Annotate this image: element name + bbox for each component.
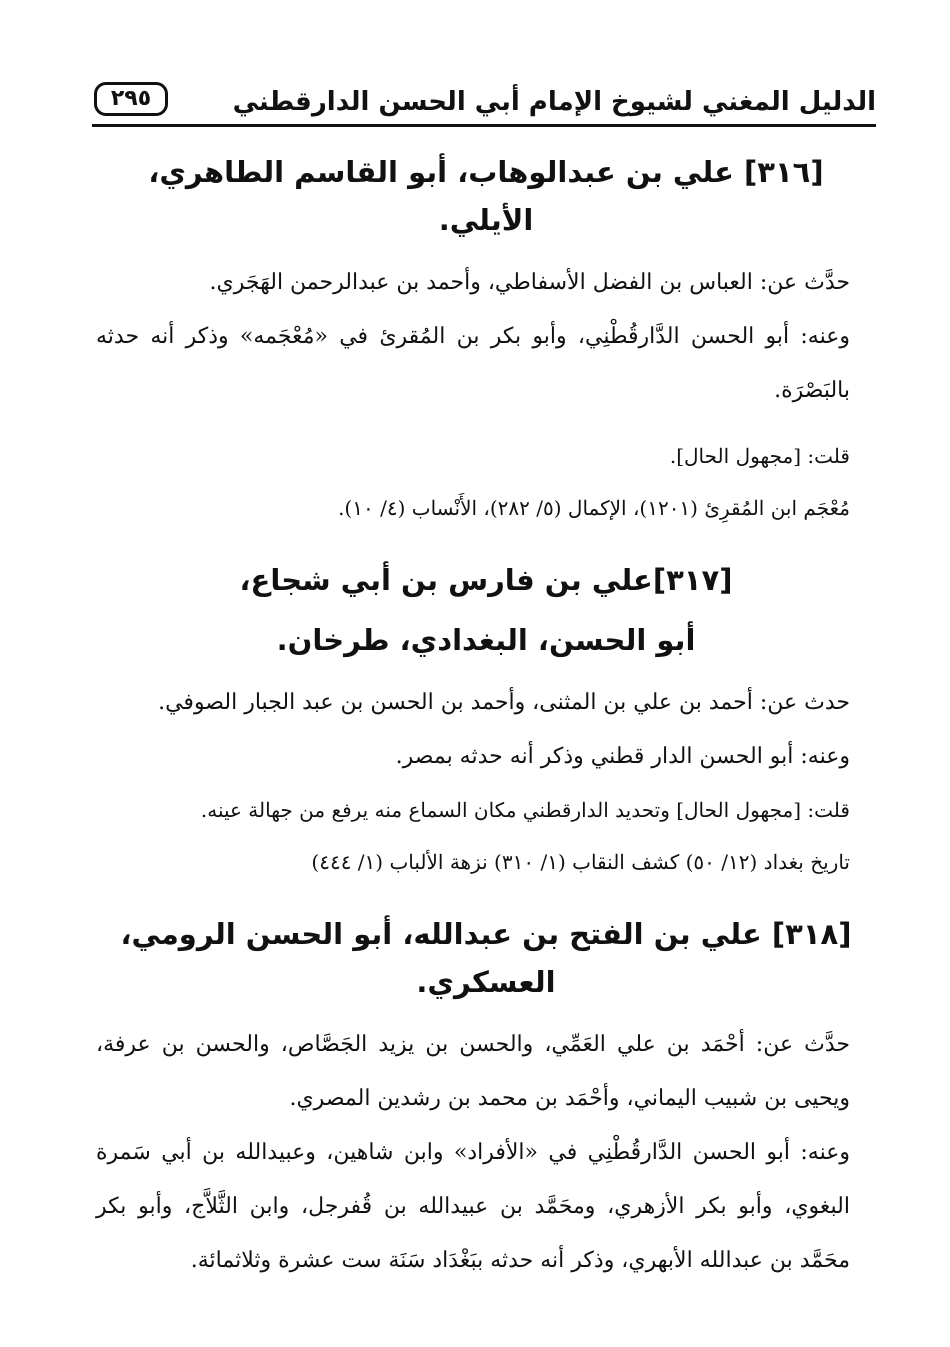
biography-entry-317 [96, 556, 876, 888]
entry-heading: [٣١٨] علي بن الفتح بن عبدالله، أبو الحسن الرومي، العسكري. [120, 917, 852, 999]
biography-entry-318 [96, 910, 876, 1288]
biography-entry-316 [96, 148, 876, 534]
verdict: قلت: [مجهول الحال] وتحديد الدارقطني مكان السماع منه يرفع من جهالة عينه. [200, 798, 850, 822]
narrated-from: حدث عن: أحمد بن علي بن المثنى، وأحمد بن الحسن بن عبد الجبار الصوفي. [158, 690, 850, 715]
sources: مُعْجَم ابن المُقرِئ (١٢٠١)، الإكمال (٥/ ٢٨٢)، الأَنْساب (٤/ ١٠). [338, 496, 850, 520]
sources: تاريخ بغداد (١٢/ ٥٠) كشف النقاب (١/ ٣١٠) نزهة الألباب (١/ ٤٤٤) [311, 850, 850, 874]
entry-heading: [٣١٦] علي بن عبدالوهاب، أبو القاسم الطاهري، الأيلي. [148, 155, 824, 237]
page-number: ٢٩٥ [94, 82, 168, 116]
entry-heading-line-1: [٣١٧]علي بن فارس بن أبي شجاع، [239, 563, 733, 597]
entry-heading-line-2: أبو الحسن، البغدادي، طرخان. [276, 623, 696, 657]
running-header [92, 78, 876, 130]
header-divider [92, 124, 876, 127]
page-body [96, 148, 876, 1288]
book-title: الدليل المغني لشيوخ الإمام أبي الحسن الدارقطني [232, 87, 876, 117]
narrated-from: حدَّث عن: أحْمَد بن علي العَمِّي، والحسن بن يزيد الجَصَّاص، والحسن بن عرفة، ويحيى بن شبيب اليماني، وأحْمَد بن محمد بن رشدين المصري. [96, 1032, 850, 1111]
narrated-by: وعنه: أبو الحسن الدار قطني وذكر أنه حدثه بمصر. [395, 744, 850, 769]
narrated-by: وعنه: أبو الحسن الدَّارقُطْنِي، وأبو بكر بن المُقرئ في «مُعْجَمه» وذكر أنه حدثه بالبَصْرَة. [96, 324, 850, 403]
narrated-from: حدَّث عن: العباس بن الفضل الأسفاطي، وأحمد بن عبدالرحمن الهَجَري. [209, 270, 850, 295]
narrated-by: وعنه: أبو الحسن الدَّارقُطْنِي في «الأفراد» وابن شاهين، وعبيدالله بن أبي سَمرة البغوي، وأبو بكر الأزهري، ومحَمَّد بن عبيدالله بن قُفرجل، وابن الثَّلاَّج، وأبو بكر محَمَّد بن عبدالله الأبهري، وذكر أنه حدثه ببَغْدَاد سَنَة ست عشرة وثلاثمائة. [96, 1140, 850, 1273]
verdict: قلت: [مجهول الحال]. [669, 444, 850, 468]
